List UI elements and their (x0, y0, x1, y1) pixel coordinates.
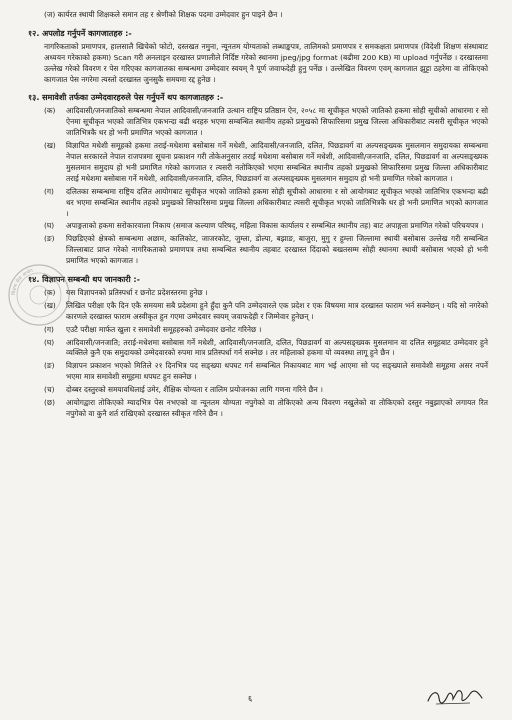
list-item (44, 361, 488, 383)
list-item-marker: (च) (44, 385, 55, 395)
list-item-text: आदिवासी/जनजाति; तराई-मधेशमा बसोबास गर्ने मधेशी, आदिवासी/जनजाति, दलित, पिछडावर्ग वा अल्पसङ्ख्यक मुसलमान वा दलित समूहबाट उम्मेदवार हुने व्यक्तिले कुनै एक समुदायको उम्मेदवारको रुपमा मात्र प्रतिस्पर्धा गर्न सक्नेछ । तर महिलाको हकमा यो व्यवस्था लागू हुने छैन । (66, 337, 488, 358)
list-item-text: लिखित परीक्षा एकै दिन एकै समयमा सबै प्रदेशमा हुने हुँदा कुनै पनि उम्मेदवारले एक प्रदेश र एक विषयमा मात्र दरखास्त फाराम भर्न सक्नेछन् । यदि सो नगरेको कारणले दरखास्त फाराम अस्वीकृत हुन गएमा उम्मेदवार स्वयम् जवाफदेही र जिम्मेवार हुनेछन् । (66, 300, 488, 321)
list-item-text: पिछडिएको क्षेत्रको सम्बन्धमा अछाम, कालिकोट, जाजरकोट, जुम्ला, डोल्पा, बझाङ, बाजुरा, मुगु र हुम्ला जिल्लामा स्थायी बसोबास उल्लेख गरी सम्बन्धित जिल्लाबाट प्राप्त गरेको नागरिकताको प्रमाणपत्र तथा सम्बन्धित स्थानीय तहबाट दरखास्त दिंदाको बखतसम्म सोही स्थानमा स्थायी बसोबास भएको हो भनी प्रमाणित भएको कागजात । (66, 234, 488, 266)
list-item (44, 288, 488, 299)
list-item (44, 301, 488, 323)
list-item-text: यस विज्ञापनको प्रतिस्पर्धा र छनोट प्रदेशस्तरमा हुनेछ । (66, 287, 208, 297)
list-item-marker: (क) (44, 287, 56, 297)
list-item-marker: (ख) (44, 300, 56, 310)
list-item-text: विज्ञापित मधेशी समूहको हकमा तराई-मधेशमा बसोबास गर्ने मधेशी, आदिवासी/जनजाति, दलित, पिछडावर्ग वा अल्पसङ्ख्यक मुसलमान समुदायका सम्बन्धमा नेपाल सरकारले नेपाल राजपत्रमा सूचना प्रकाशन गरी तोकेअनुसार तराई मधेशमा बसोबास गर्ने मधेशी, आदिवासी/जनजाति, दलित, पिछडावर्ग वा अल्पसङ्ख्यक मुसलमान समुदाय हो भनी प्रमाणित गरेको कागजात र त्यसरी नतोकिएको भएमा सम्बन्धित स्थानीय तहको प्रमुखको सिफारिसमा प्रमुख जिल्ला अधिकारीबाट तराई मधेशमा बसोबास गर्ने मधेशी, आदिवासी/जनजाति, दलित, पिछडावर्ग वा अल्पसङ्ख्यक मुसलमान समुदाय हो भनी प्रमाणित गरेको कागजात । (66, 141, 488, 183)
handwritten-signature-icon (426, 686, 484, 708)
list-item-marker: (क) (44, 106, 56, 116)
list-item-text: दोब्बर दस्तुरको समयावधिलाई उमेर, शैक्षिक योग्यता र तालिम प्रयोजनका लागि गणना गरिने छैन । (66, 385, 323, 395)
list-item-text: एउटै परीक्षा मार्फत खुला र समावेशी समूहहरुको उम्मेदवार छनोट गरिनेछ । (66, 324, 262, 334)
list-item-marker: (छ) (44, 398, 55, 408)
list-item-marker: (ग) (44, 324, 54, 334)
list-item (44, 187, 488, 220)
list-item (44, 398, 488, 420)
list-item-marker: (घ) (44, 337, 55, 347)
list-item (44, 106, 488, 139)
list-item (44, 221, 488, 232)
list-item (44, 325, 488, 336)
list-item-text: दलितका सम्बन्धमा राष्ट्रिय दलित आयोगबाट सूचीकृत भएको जातिको हकमा सोही सूचीको आधारमा र सो आयोगबाट सूचीकृत भएको जातिभित्र एकभन्दा बढी थर भएमा सम्बन्धित स्थानीय तहको प्रमुखको सिफारिसमा प्रमुख जिल्ला अधिकारीबाट त्यसरी सूचीकृत भएको जातिभित्रकै थर हो भनी प्रमाणित भएको कागजात । (66, 186, 488, 218)
section-heading: १३. समावेशी तर्फका उम्मेदवारहरुले पेस गर्नुपर्ने थप कागजातहरु :- (28, 93, 224, 103)
list-item-marker: (ग) (44, 186, 54, 196)
list-item (44, 338, 488, 360)
page-number: ६ (248, 694, 253, 703)
list-item-marker: (ङ) (44, 234, 55, 244)
list-item (44, 141, 488, 185)
sections-container (28, 28, 488, 420)
list-item-marker: (ख) (44, 141, 56, 151)
section-heading: १२. अपलोड गर्नुपर्ने कागजातहरु :- (28, 28, 132, 38)
section-11-item-j: (ज) कार्यरत स्थायी शिक्षकले समान तह र श्रेणीको शिक्षक पदमा उम्मेदवार हुन पाइने छैन । (44, 10, 283, 19)
list-item-marker: (घ) (44, 221, 55, 231)
seal-stamp-icon (6, 262, 72, 328)
list-item-marker: (ङ) (44, 361, 55, 371)
list-item-text: विज्ञापन प्रकाशन भएको मितिले २१ दिनभित्र पद सङ्ख्या थपघट गर्न सम्बन्धित निकायबाट माग भई आएमा सो पद सङ्ख्याले समावेशी समूहमा असर नपर्ने भएमा मात्र समावेशी समूहमा थपघट हुन सक्नेछ । (66, 361, 488, 382)
list-item (44, 234, 488, 267)
list-item-text: अपाङ्गताको हकमा सरोकारवाला निकाय (समाज कल्याण परिषद्, महिला विकास कार्यालय र सम्बन्धित स्थानीय तह) बाट अपाङ्गता प्रमाणित गरेको परिचयपत्र । (66, 221, 484, 231)
list-item-text: आदिवासी/जनजातिको सम्बन्धमा नेपाल आदिवासी/जनजाति उत्थान राष्ट्रिय प्रतिष्ठान ऐन, २०५८ मा सूचीकृत भएको जातिको हकमा सोही सूचीको आधारमा र सो ऐनमा सूचीकृत भएको जातिभित्र एकभन्दा बढी थरहरु भएमा सम्बन्धित स्थानीय तहको प्रमुखको सिफारिसमा प्रमुख जिल्ला अधिकारीबाट त्यसरी सूचीकृत भएको जातिभित्रकै थर हो भनी प्रमाणित भएको कागजात । (66, 106, 488, 138)
svg-text:शिक्षक सेवा आयोग: शिक्षक सेवा आयोग (11, 268, 34, 296)
list-item-text: आयोगद्वारा तोकिएको म्यादभित्र पेस नभएको वा न्यूनतम योग्यता नपुगेको वा तोकिएको अन्य विवरण नखुलेको वा तोकिएको दस्तुर नबुझाएको लगायत रित नपुगेको वा कुनै शर्त राखिएको दरखास्त स्वीकृत गरिने छैन । (66, 398, 488, 418)
section-paragraph: नागरिकताको प्रमाणपत्र, हालसालै खिचेको फोटो, दस्तखत नमुना, न्यूनतम योग्यताको लब्धाङ्कपत्र, तालिमको प्रमाणपत्र र समकक्षता प्रमाणपत्र (विदेशी शिक्षण संस्थाबाट अध्ययन गरेकाको हकमा) Scan गरी अनलाइन दरखास्त प्रणालीले निर्दिष्ट गरेको स्थानमा jpeg/jpg format (बढीमा 200 KB) मा upload गर्नुपर्नेछ । दरखास्तमा उल्लेख गरेको विवरण र पेस गरिएका कागजातका सम्बन्धमा उम्मेदवार स्वयम् नै पूर्ण जवाफदेही हुनु पर्नेछ । उल्लेखित विवरण एवम् कागजात झुट्टा ठहरेमा वा तोकिएको कागजात पेस नगरेमा त्यस्तो दरखास्त जुनसुकै समयमा रद्द हुनेछ । (44, 41, 488, 84)
list-item (44, 385, 488, 396)
section-heading: १४. विज्ञापन सम्बन्धी थप जानकारी :- (28, 275, 140, 285)
